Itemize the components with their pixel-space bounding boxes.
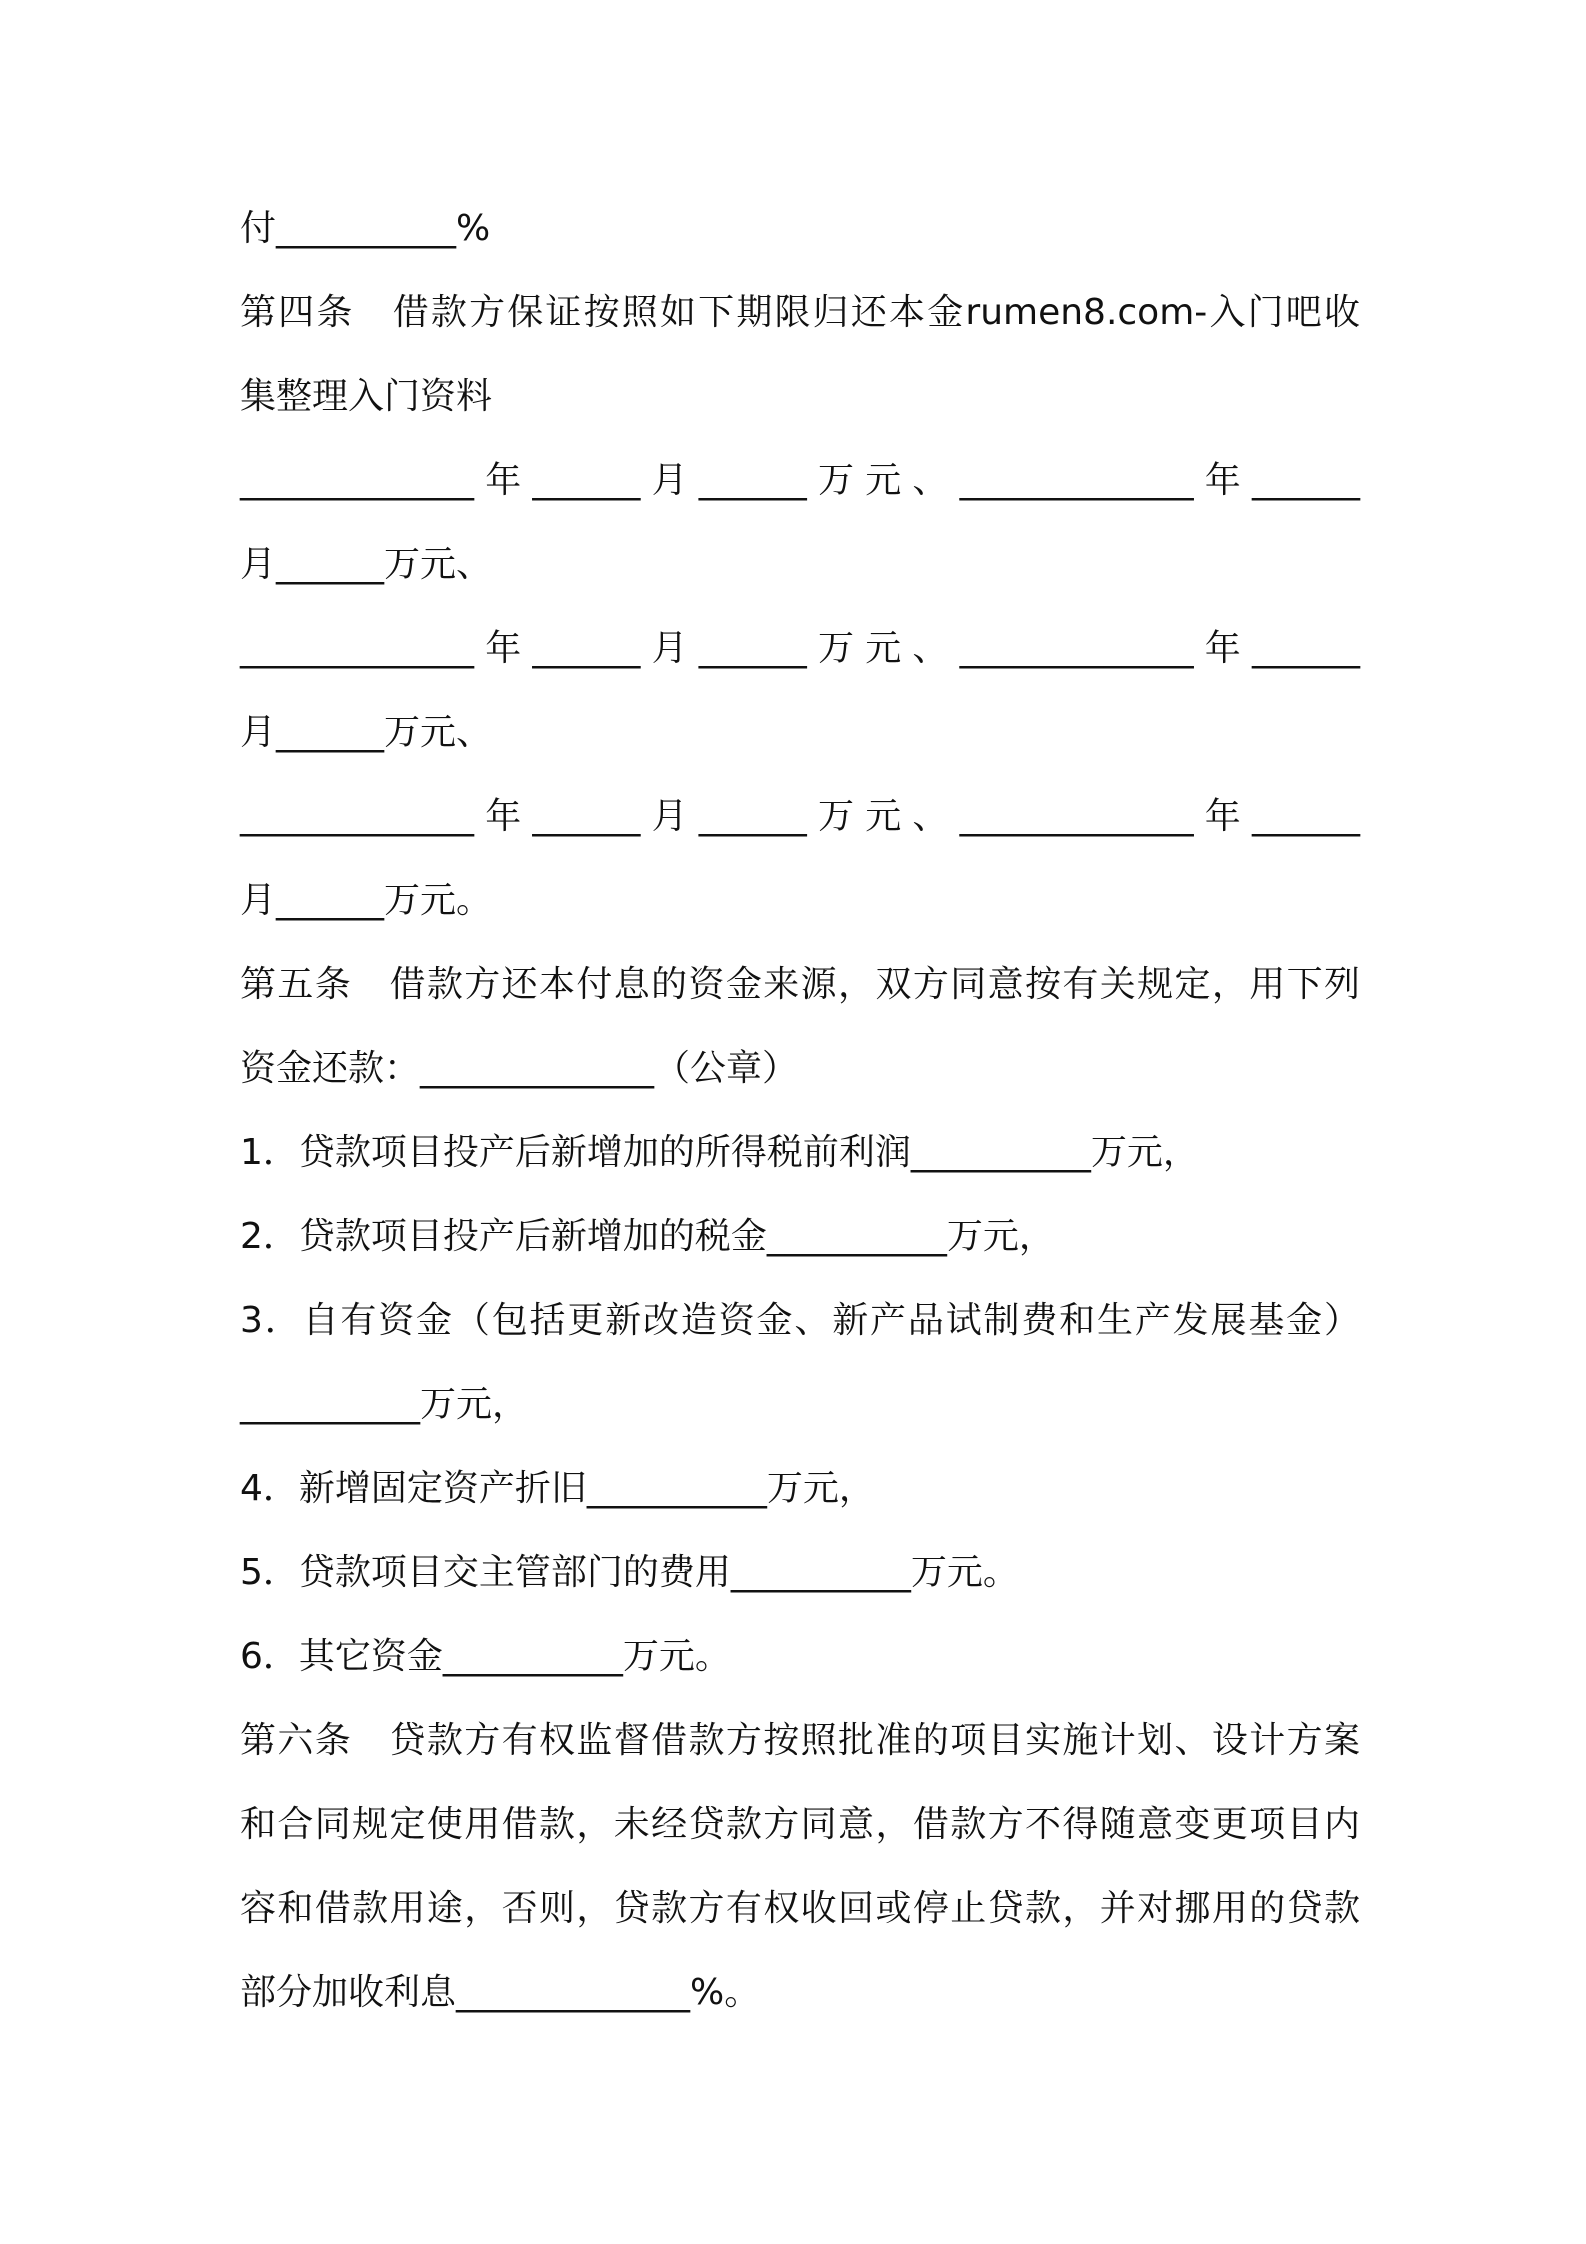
text-line: __________万元， — [240, 1384, 529, 1425]
repayment-schedule-line: 月______万元。 — [240, 880, 493, 921]
text-line: 付__________% — [240, 208, 491, 249]
funding-source-item: 3．自有资金（包括更新改造资金、新产品试制费和生产发展基金） — [240, 1300, 1360, 1341]
article-5-heading: 第五条 借款方还本付息的资金来源，双方同意按有关规定，用下列 — [240, 964, 1360, 1005]
repayment-schedule-line: _____________年______月______万元、_____________年______ — [240, 628, 1360, 669]
repayment-schedule-line: _____________年______月______万元、_____________年______ — [240, 796, 1360, 837]
text-line: 部分加收利息_____________%。 — [240, 1972, 761, 2013]
text-line: 资金还款：_____________（公章） — [240, 1048, 799, 1089]
repayment-schedule-line: _____________年______月______万元、_____________年______ — [240, 460, 1360, 501]
repayment-schedule-line: 月______万元、 — [240, 712, 493, 753]
funding-source-item: 4．新增固定资产折旧__________万元， — [240, 1468, 875, 1509]
text-line: 和合同规定使用借款，未经贷款方同意，借款方不得随意变更项目内 — [240, 1804, 1360, 1845]
funding-source-item: 5．贷款项目交主管部门的费用__________万元。 — [240, 1552, 1019, 1593]
document-body — [240, 194, 1360, 2042]
text-line: 集整理入门资料 — [240, 376, 493, 417]
repayment-schedule-line: 月______万元、 — [240, 544, 493, 585]
funding-source-item: 6．其它资金__________万元。 — [240, 1636, 731, 1677]
text-line: 容和借款用途，否则，贷款方有权收回或停止贷款，并对挪用的贷款 — [240, 1888, 1360, 1929]
article-4-heading: 第四条 借款方保证按照如下期限归还本金rumen8.com-入门吧收 — [240, 292, 1360, 333]
funding-source-item: 1．贷款项目投产后新增加的所得税前利润__________万元， — [240, 1132, 1199, 1173]
article-6-heading: 第六条 贷款方有权监督借款方按照批准的项目实施计划、设计方案 — [240, 1720, 1360, 1761]
funding-source-item: 2．贷款项目投产后新增加的税金__________万元， — [240, 1216, 1055, 1257]
